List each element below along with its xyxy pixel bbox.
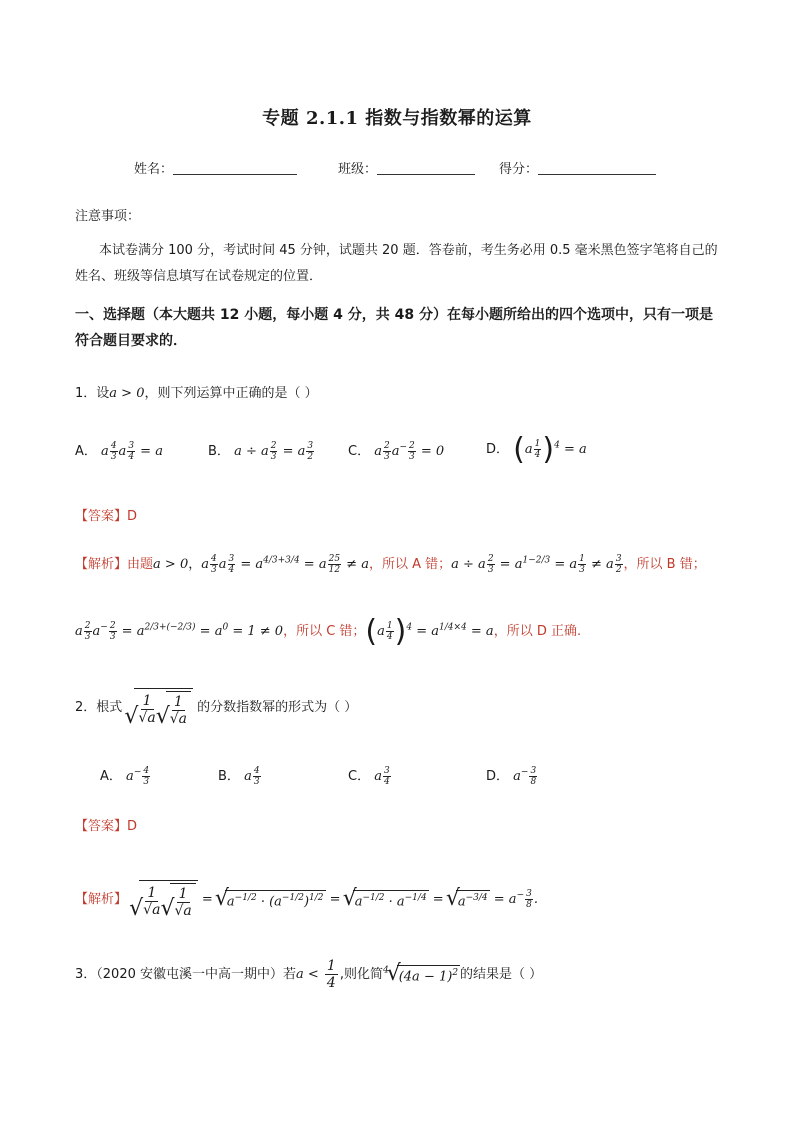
q1-analysis-line2: a $\frac{2}{3}$ a− $\frac{2}{3}$ = $a^{2/3+(-2/3)} = a^0 = 1 \ne 0$，所以 C 错；(a $\frac{1}{4}$ )$^4 = a^{1/4\times 4} = a$，所以 D 正确. xyxy=(75,614,582,649)
q1-opt-c-expr: a $\frac{2}{3}$ a− $\frac{2}{3}$ = 0 xyxy=(374,441,445,462)
q1-option-b[interactable] xyxy=(208,440,315,462)
q2-analysis-label: 【解析】 xyxy=(75,892,128,907)
q3-condition: a < $\frac{1}{4}$ xyxy=(296,958,336,991)
class-field xyxy=(338,158,475,177)
q2-radical: √ $\frac{1}{√a}$ √ $\frac{1}{√a}$ xyxy=(126,700,193,715)
score-label: 得分： xyxy=(499,162,539,177)
score-blank[interactable] xyxy=(538,162,656,175)
q2-answer-label: 【答案】 xyxy=(75,819,128,834)
q1-option-c[interactable] xyxy=(348,440,444,462)
q2-opt-b-expr: a $\frac{4}{3}$ xyxy=(244,766,260,787)
q1-opt-d-label: D． xyxy=(486,442,510,457)
score-field xyxy=(499,158,656,177)
q2-answer-value: D xyxy=(127,819,138,834)
q2-option-b[interactable] xyxy=(218,765,262,787)
q2-analysis xyxy=(75,880,735,919)
q1-answer xyxy=(75,505,137,524)
class-label: 班级： xyxy=(338,162,378,177)
q1-opt-b-label: B． xyxy=(208,444,230,459)
q1-wrong-b: ，所以 B 错； xyxy=(623,557,706,572)
q2-analysis-expr: √ $\frac{1}{√a}$ √ $\frac{1}{√a}$ = √ $a^{-1/2} \cdot (a^{-1/2})^{1/2}$ = √ $a^{-1/2} \cdot a^{-1/4}$ = √ $a^{-3/4} = a^-$ $\frac{3}{8}$ . xyxy=(131,892,538,907)
q2-option-d[interactable] xyxy=(486,765,538,787)
q1-option-d[interactable] xyxy=(486,432,587,467)
question-1-stem xyxy=(75,382,318,401)
q2-stem-pre: 2．根式 xyxy=(75,700,123,715)
q3-stem-post: 的结果是（ ） xyxy=(460,967,543,982)
q1-analysis-label: 【解析】 xyxy=(75,557,128,572)
q3-stem-mid: ,则化简 xyxy=(339,967,383,982)
q1-stem-post: ，则下列运算中正确的是（ ） xyxy=(144,386,318,401)
q1-opt-a-expr: a $\frac{4}{3}$ a $\frac{3}{4}$ = a xyxy=(101,441,163,462)
name-blank[interactable] xyxy=(173,162,297,175)
q1-wrong-c: ，所以 C 错； xyxy=(283,624,366,639)
q1-analysis-intro: 由题 xyxy=(127,557,154,572)
q1-stem-pre: 1．设 xyxy=(75,386,110,401)
q2-opt-a-expr: a− $\frac{4}{3}$ xyxy=(126,766,150,787)
q1-analysis-line1: 【解析】由题a > 0，a $\frac{4}{3}$ a $\frac{3}{4}$ = $a^{4/3+3/4} = a$ $\frac{25}{12}$ ≠ a，所以 A 错；a ÷ a $\frac{2}{3}$ = $a^{1-2/3} = a$ $\frac{1}{3}$ ≠ a $\frac{3}{2}$ ，所以 B 错； xyxy=(75,554,706,575)
q1-option-a[interactable] xyxy=(75,440,163,462)
q1-wrong-a: ，所以 A 错； xyxy=(368,557,452,572)
q2-opt-d-label: D． xyxy=(486,769,510,784)
q2-opt-a-label: A． xyxy=(100,769,122,784)
name-label: 姓名： xyxy=(134,162,174,177)
q1-answer-value: D xyxy=(127,509,138,524)
q3-radical: $^4$√ $(4a - 1)^2$ xyxy=(383,967,460,982)
q2-opt-b-label: B． xyxy=(218,769,240,784)
q1-opt-a-label: A． xyxy=(75,444,97,459)
q1-right-d: ，所以 D 正确. xyxy=(493,624,582,639)
q2-option-a[interactable] xyxy=(100,765,151,787)
q2-stem-post: 的分数指数幂的形式为（ ） xyxy=(197,700,358,715)
q2-option-c[interactable] xyxy=(348,765,392,787)
q2-opt-c-label: C． xyxy=(348,769,371,784)
question-3-stem xyxy=(75,958,735,991)
section-heading: 一、选择题（本大题共 12 小题，每小题 4 分，共 48 分）在每小题所给出的四个选项中，只有一项是符合题目要求的． xyxy=(75,307,713,349)
question-2-stem xyxy=(75,688,357,727)
q2-answer xyxy=(75,815,137,834)
q1-stem-cond: a > 0 xyxy=(109,386,145,401)
q1-opt-c-label: C． xyxy=(348,444,371,459)
q3-stem-pre: 3．（2020 安徽屯溪一中高一期中）若 xyxy=(75,967,296,982)
notice-label: 注意事项： xyxy=(75,209,141,224)
page-title: 专题 2.1.1 指数与指数幂的运算 xyxy=(262,108,532,129)
q1-opt-b-expr: a ÷ a $\frac{2}{3}$ = a $\frac{3}{2}$ xyxy=(234,441,314,462)
q2-opt-d-expr: a− $\frac{3}{8}$ xyxy=(513,766,537,787)
q1-opt-d-expr: (a $\frac{1}{4}$ )$^4$ = a xyxy=(513,432,587,467)
q2-opt-c-expr: a $\frac{3}{4}$ xyxy=(374,766,390,787)
name-field xyxy=(134,158,297,177)
q1-answer-label: 【答案】 xyxy=(75,509,128,524)
class-blank[interactable] xyxy=(377,162,475,175)
notice-text: 本试卷满分 100 分，考试时间 45 分钟，试题共 20 题．答卷前，考生务必用 0.5 毫米黑色签字笔将自己的姓名、班级等信息填写在试卷规定的位置． xyxy=(75,243,718,284)
